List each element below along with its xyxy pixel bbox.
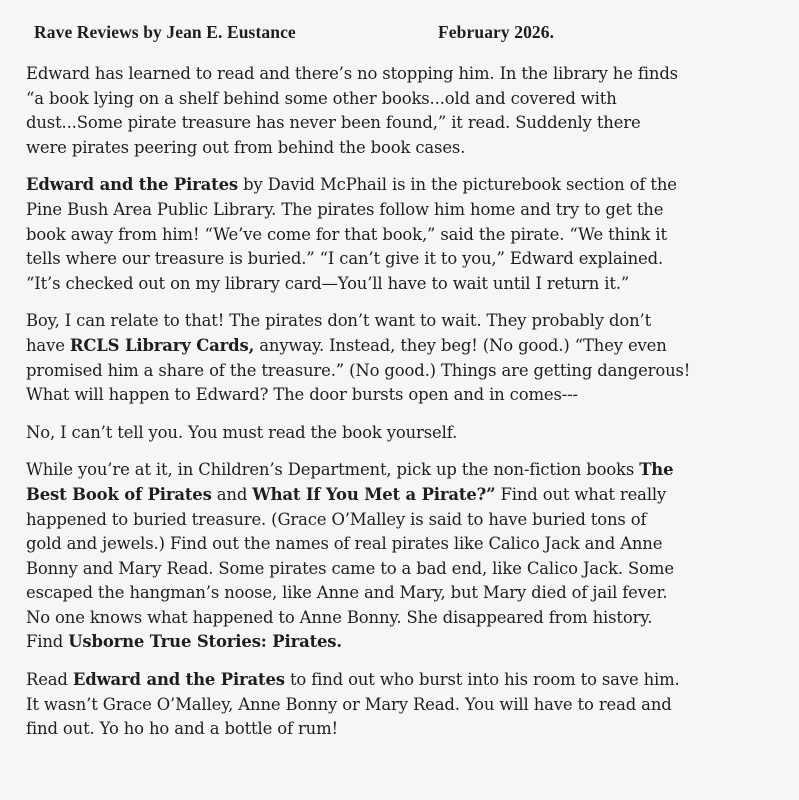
body-text: While you’re at it, in Children’s Department, pick up the non-fiction books	[26, 460, 640, 481]
body-text: promised him a share of the treasure.” (No good.) Things are getting dangerous!	[26, 360, 691, 381]
body-text: were pirates peering out from behind the book cases.	[26, 137, 466, 158]
body-text: What will happen to Edward? The door bursts open and in comes---	[26, 385, 578, 406]
text-line	[26, 173, 752, 198]
body-text: tells where our treasure is buried.” “I can’t give it to you,” Edward explained.	[26, 249, 664, 270]
text-line	[26, 62, 752, 87]
paragraph	[26, 421, 786, 446]
text-line	[26, 334, 752, 359]
text-line	[26, 111, 752, 136]
text-line	[26, 581, 752, 606]
bold-title-text: RCLS Library Cards,	[69, 335, 255, 356]
body-text: Find	[26, 632, 69, 653]
text-line	[26, 247, 752, 272]
text-line	[26, 693, 752, 718]
text-line	[26, 136, 752, 161]
body-text: Boy, I can relate to that! The pirates don’t want to wait. They probably don’t	[26, 311, 652, 332]
body-text: by David McPhail is in the picturebook section of the	[238, 175, 677, 196]
text-line	[26, 272, 752, 297]
body-text: to find out who burst into his room to save him.	[284, 670, 680, 691]
text-line	[26, 223, 752, 248]
body-text: “It’s checked out on my library card—You’ll have to wait until I return it.”	[26, 273, 630, 294]
text-line	[26, 668, 752, 693]
article-header	[34, 22, 555, 43]
bold-title-text: Best Book of Pirates	[26, 484, 212, 505]
text-line	[26, 458, 752, 483]
body-text: happened to buried treasure. (Grace O’Malley is said to have buried tons of	[26, 509, 647, 530]
body-text: It wasn’t Grace O’Malley, Anne Bonny or Mary Read. You will have to read and	[26, 694, 672, 715]
text-line	[26, 359, 752, 384]
text-line	[26, 483, 752, 508]
body-text: escaped the hangman’s noose, like Anne and Mary, but Mary died of jail fever.	[26, 583, 668, 604]
text-line	[26, 532, 752, 557]
article-body	[26, 62, 786, 755]
text-line	[26, 508, 752, 533]
paragraph	[26, 173, 786, 296]
body-text: dust...Some pirate treasure has never been found,” it read. Suddenly there	[26, 113, 641, 134]
bold-title-text: Edward and the Pirates	[26, 175, 239, 196]
text-line	[26, 309, 752, 334]
body-text: book away from him! “We’ve come for that book,” said the pirate. “We think it	[26, 224, 667, 245]
text-line	[26, 87, 752, 112]
body-text: find out. Yo ho ho and a bottle of rum!	[26, 719, 338, 740]
body-text: Edward has learned to read and there’s no stopping him. In the library he finds	[26, 64, 678, 84]
body-text: “a book lying on a shelf behind some other books...old and covered with	[26, 88, 617, 109]
body-text: Pine Bush Area Public Library. The pirates follow him home and try to get the	[26, 199, 664, 220]
body-text: and	[211, 484, 253, 505]
text-line	[26, 606, 752, 631]
text-line	[26, 717, 752, 742]
text-line	[26, 383, 752, 408]
article-title: Rave Reviews by Jean E. Eustance	[34, 22, 296, 42]
bold-title-text: The	[639, 460, 674, 481]
body-text: Bonny and Mary Read. Some pirates came to a bad end, like Calico Jack. Some	[26, 558, 674, 579]
paragraph	[26, 668, 786, 742]
paragraph	[26, 309, 786, 407]
paragraph	[26, 62, 786, 160]
bold-title-text: Usborne True Stories: Pirates.	[68, 632, 342, 653]
body-text: Find out what really	[495, 484, 667, 505]
text-line	[26, 198, 752, 223]
body-text: anyway. Instead, they beg! (No good.) “They even	[254, 335, 667, 356]
body-text: have	[26, 335, 70, 356]
text-line	[26, 630, 752, 655]
body-text: No one knows what happened to Anne Bonny. She disappeared from history.	[26, 607, 653, 628]
article-date: February 2026.	[438, 22, 555, 42]
bold-title-text: Edward and the Pirates	[72, 670, 285, 691]
bold-title-text: What If You Met a Pirate?”	[252, 484, 496, 505]
text-line	[26, 557, 752, 582]
body-text: No, I can’t tell you. You must read the book yourself.	[26, 422, 458, 443]
body-text: Read	[26, 670, 73, 691]
text-line	[26, 421, 752, 446]
paragraph	[26, 458, 786, 655]
body-text: gold and jewels.) Find out the names of real pirates like Calico Jack and Anne	[26, 534, 663, 555]
